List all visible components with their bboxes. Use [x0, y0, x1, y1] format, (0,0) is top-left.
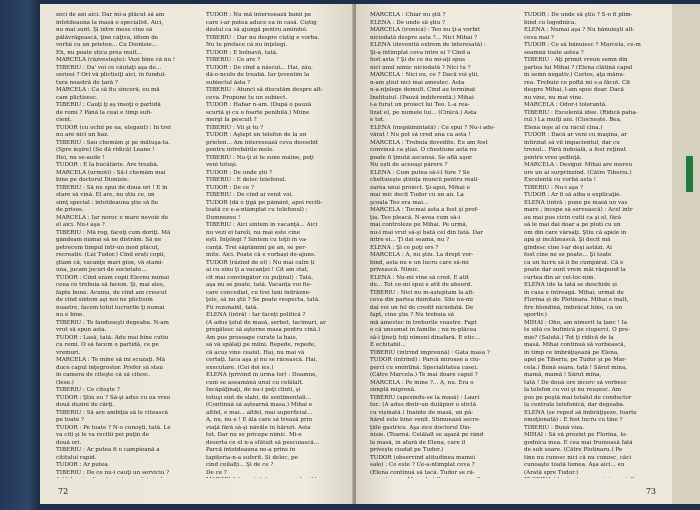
text-line	[56, 477, 198, 478]
text-line: TIBERIU (intrînd împreună) : Gata masa ?	[370, 349, 490, 356]
text-line: TIBERIU : Vii şi tu ?	[206, 124, 264, 131]
text-line: nici unul nimic niciodată ? Nici tu ?	[370, 64, 471, 71]
text-line: vremuri.	[56, 349, 81, 356]
text-line: viaţă fără să-şi năvăle în hăruri. Asta	[206, 424, 311, 431]
text-line: MARCELA : Desigur. Mihai are mereu	[524, 162, 633, 168]
text-line: TIBERIU : De cînd ai venit voi.	[206, 192, 294, 198]
text-line: cititului rapid.	[56, 454, 97, 461]
text-line: mai mic decît Tudor cu un an. La	[370, 192, 464, 198]
text-line: despre Mihai, l-am spus doar. Dacă	[524, 87, 624, 93]
text-line: toată ce e-a-ntâmplat cu telefonul) :	[206, 207, 308, 213]
text-line: MARCELA (urmoti) : Să-l chemăm mai	[56, 169, 166, 176]
text-line: MARCELA : Iar noroc e mare nevoie de	[56, 214, 169, 221]
text-line: poate fi ţinută ascunsă. Se află uşor.	[370, 154, 473, 161]
text-line: (Elena continuă să tacă. Tudor se ră-	[370, 469, 475, 476]
text-line: niciodată despre asta ?... Nici Mihai ?	[370, 34, 478, 41]
text-line: TUDOR : Dacă ar veni cu maşina, ar	[524, 132, 627, 138]
text-line: TUDOR (râzind de el) : Nu mai calm ți	[206, 259, 315, 266]
text-line	[524, 477, 664, 478]
text-line: destul ca să ajungă pentru amîndoi.	[206, 27, 308, 33]
text-line: MIHAI : Să vă prezint pe Florina, lo-	[524, 432, 628, 438]
text-line: apă şi încălzească. Şi decit mă	[524, 237, 611, 243]
text-line: TUDOR : E bolnavă, tată.	[206, 49, 278, 56]
text-line: mie? (Salută.) Tot ţi ridică de la	[524, 334, 614, 341]
text-line: altfel, e mai... altfel, mai superficial...	[206, 409, 313, 416]
text-line: TUDOR (observînd atitudinea mamei	[370, 454, 476, 461]
text-line: simplă migrenă.	[370, 387, 416, 393]
text-line: ceva. Propune tu un subiect.	[206, 94, 288, 101]
text-line: la telefon cu voi şi nu reuşesc. Am	[524, 387, 622, 393]
text-line: de remi ? Până la ceai e timp sufi-	[56, 109, 152, 116]
text-line: tine nu cunosc nici că nu cunosc, căci	[524, 454, 632, 461]
text-line: duce capul înţegrostor. Prefer să stau	[56, 364, 163, 371]
text-line: e că unsumat în familie ; nu m-plăcea	[370, 327, 477, 333]
text-line: Încăpăţînaţi, de nu-i poţi clinti, şi	[206, 387, 301, 393]
bookmark-ribbon[interactable]	[686, 156, 693, 192]
text-line	[370, 477, 518, 478]
text-line: de sub soare. (Către Plotinaru.) Pe	[524, 447, 623, 453]
left-page-column-2	[206, 12, 346, 478]
text-line: tura noastră de țară ?	[56, 79, 118, 86]
text-line: Nu te preface că nu înţelegi.	[206, 42, 288, 48]
text-line: totuşi sînt de slabi, de sentimentali...	[206, 394, 311, 401]
text-line: două ori.	[56, 439, 82, 446]
text-line: gândeam numai să ne distrăm. Să ne	[56, 237, 162, 243]
text-line: MIHAI : Oho, am nimerit la țanc ! Ia	[524, 319, 628, 326]
text-line: el aici. Nu-i aşa ?	[56, 222, 105, 228]
text-line: Institutul. (Pauză indiferentă.) Mihai	[370, 94, 474, 101]
text-line: Am pus prosoape curate la baie,	[206, 334, 298, 341]
text-line: Şi-a întîmplat ceva între ei ? Cînd a	[370, 49, 471, 56]
text-line: ELENA (înspăimîntată) : Ce spui ? Nu-i ade-	[370, 124, 496, 131]
text-line: cînd ceilalți... Şi de ce ?	[206, 462, 274, 468]
text-line: ai cu sinu ţi a vacanţei ! Cît am stat,	[206, 267, 309, 273]
text-line: de... Tot ce-mi spui e atît de absurd.	[370, 282, 473, 288]
text-line: subiectul ăsta ?	[206, 79, 251, 86]
text-line: ELENA : Şi ce poţi ors ?	[370, 244, 439, 251]
text-line: dă-o-ncolo de treabă. Iar ţeveniim la	[206, 72, 310, 78]
text-line: Excelentă cu vorbă asta !	[524, 177, 596, 183]
text-line: pregătesc să aşterne masa pentru cină.)	[206, 327, 321, 333]
text-line: fapte bune. Acuma, de cînd am crescut	[56, 289, 167, 296]
text-line: ştiam că, vacanţe mari gioe, vă stami-	[56, 259, 164, 266]
text-line: (Spre ieşire) (Se dă ridică) Leano !	[56, 147, 155, 153]
text-line: TUDOR (dă o ţigă pe pământ, apoi reciti-	[206, 199, 323, 206]
text-line: simţ special : întotdeauna ştie să fie	[56, 199, 159, 206]
text-line: e tot.	[370, 117, 385, 123]
text-line: n-am ştiut nici mai amestec. Asta	[370, 79, 465, 86]
text-line: să vă spălaţi pe mîini. Repede, repede,	[206, 342, 316, 348]
text-line: fire blondină, îmbrăcat bine, ca un	[524, 304, 623, 311]
text-line: va citi şi le va recitii pei puţin de	[56, 432, 150, 438]
text-line: cient.	[56, 117, 72, 123]
text-line: nu vezi ei tareli, nu mai este cine	[206, 229, 301, 236]
text-line	[206, 477, 346, 478]
text-line: nu e bine.	[56, 312, 85, 318]
text-line: TIBERIU : De ce nu-i cauţi un serviciu ?	[56, 469, 170, 476]
text-line: TIBERIU : Bună viza.	[524, 424, 585, 431]
text-line: TIBERIU : Ce are ?	[206, 57, 261, 63]
text-line: şcoala Teo era mai...	[370, 199, 429, 206]
text-line: mamă, mamă ! Sărut mîna,	[524, 372, 602, 378]
text-line: ELENA : Cum putea să-i-l fure ? Se	[370, 169, 470, 176]
text-line: cît mai convingător cu puţinul) : Tată,	[206, 274, 314, 281]
text-line: au mai pus cicin cutii ca şi el, fără	[524, 214, 622, 221]
text-line: perci cu smîntînă. Specialitatea casei.	[370, 364, 478, 371]
text-line: sale) : Ce este ? Ce-a-ntîmplat ceva ?	[370, 462, 475, 468]
text-line: vărat ! Nu pot să cred una ca asta !	[370, 132, 471, 138]
text-line: TIBERIU : Atunci să discutăm despre alt-	[206, 87, 323, 93]
text-line: De ce ?	[206, 469, 227, 476]
text-line: tată ! De două ore încerc să vorbesc	[524, 379, 627, 386]
text-line: bind, asta nu e un lucru care să-mi	[370, 259, 469, 266]
text-line: TIBERIU : Te fandoseşti degeaba. N-am	[56, 319, 169, 326]
text-line: nu mai sunt. Și între mese cine să	[56, 27, 153, 33]
text-line: cu remi. O să facem o partidă, ce pe	[56, 342, 159, 348]
text-line: MARCELA : Pe mine ?... A, nu. Era o	[370, 379, 474, 386]
text-line: MARCELA : Ca să fiu sinceră, eu mă	[56, 87, 160, 93]
text-line: curtea din ar cei-loc-nim.	[524, 274, 596, 281]
text-line: MARCELA (răzvesteşte): Vezi bine că nu !	[56, 57, 176, 63]
text-line: ești. Înţelegi ? Sîntem cu toţii în va-	[206, 237, 308, 243]
text-line: tapițeria-n-a suferit. Și deloc, pe	[206, 454, 298, 461]
text-line: cam plictisesc.	[56, 94, 98, 101]
text-line: TUDOR (cu ochii pe ea, elegant) : In trei	[56, 124, 171, 131]
text-line: TUDOR : Cînd eram copii Elevnu numai	[56, 274, 169, 281]
text-line: TUDOR : Ar fi să aiba o explicaţie.	[524, 192, 622, 198]
text-line: ELENA (se reped să îmbrăţişeze, foarte	[524, 409, 637, 416]
text-line: ELENA (intră : pune pe masă un vas	[524, 199, 628, 206]
text-line: TUDOR : Aştept un telefon de la un	[206, 132, 307, 138]
text-line: zeci de ani aici. Dar mi-a plăcut să am	[56, 12, 165, 18]
text-line: ELENA : Numai aşa ? Nu bănuieşti alt-	[524, 27, 635, 33]
text-line: (A adus ţolul de masă, șerbet, tacîmuri, ar	[206, 319, 326, 326]
text-line: apoi pe Tiberiu, pe Tudor şi pe Mar-	[524, 357, 627, 363]
text-line: la centrala telefonică, dar degeaba.	[524, 402, 625, 408]
text-line: rul.) La mulţi ani. (Ciocnește. Bea.	[524, 117, 622, 123]
text-line: fost cine ne se poate... Şi toate	[524, 252, 612, 258]
text-line: pe toate ?	[56, 417, 84, 423]
text-line: canță. Trei săptămîni pe an, se per-	[206, 244, 307, 251]
text-line: dai voi un fel de credit niciodată. De	[370, 304, 474, 311]
text-line: TUDOR : De cînd a născut... Hai, zău,	[206, 64, 313, 71]
right-page-column-2	[524, 12, 664, 478]
text-line: Nu ești de aceeaşi părere ?	[370, 162, 448, 168]
text-line: care concediat, cu trei luni îndrăzne-	[206, 289, 311, 296]
text-line: lizat el, pe numele lui... (Cînică.) Asta	[370, 109, 477, 116]
text-line: ţele, să nu ştii ? Se poate respecta, tată.	[206, 297, 320, 303]
text-line: TUDOR : De unde ştii ?	[206, 169, 273, 176]
text-line: pălăvrăgească, ţine câţiva, idiom de	[56, 34, 159, 41]
text-line: hărel este bine venit. Stimuează secre-	[370, 417, 481, 423]
text-line: fost asta ? Şi de ce nu mi-aţi spus	[370, 57, 466, 63]
text-line: TIBERIU : Aţi primit vreun semn din	[524, 57, 628, 63]
text-line: bine pe doctorul Dionisie.	[56, 177, 130, 183]
text-line: te uită ce bufinică pe ciuperci. O pre-	[524, 327, 630, 333]
text-line: în semn negativ.) Curios, aţa mănu-	[524, 72, 625, 78]
text-line: ceva mai ?	[524, 34, 554, 41]
text-line: nu vine, nu mai vine.	[524, 94, 584, 101]
text-line: TIBERIU : Mă rog, faceţi cum doriţi. Mă	[56, 229, 171, 236]
text-line: TUDOR : Nu mă interesează banii pe	[206, 12, 312, 18]
text-line: zarea unui proiect. Şi-apoi, Mihai e	[370, 184, 470, 191]
text-line: Parcă întotdeauna ne-a prins în	[206, 447, 296, 453]
text-line: întotdeauna la masă o specialist. Aici,	[56, 19, 164, 26]
text-line: TUDOR : Ştiu eu ? Să-şi adus cu ea vreo	[56, 394, 170, 401]
text-line: seamnă toate astea ?	[524, 49, 584, 56]
text-line: ELENA (de la tată se deschide și	[524, 282, 617, 288]
text-line: TIBERIU : E deloc telefonul.	[206, 177, 287, 183]
text-line: veni totuşi.	[206, 162, 238, 168]
text-line: (Continuă să aştearnă masa.) Mihai e	[206, 402, 313, 408]
text-line: între ei... Ţi dai seama, nu ?	[370, 237, 450, 243]
text-line: Florina și de Plotinara. Mihai e înalt,	[524, 297, 629, 303]
text-line: nu are nici un haz.	[56, 132, 109, 138]
left-page	[40, 4, 354, 504]
text-line: MARCELA : Tocmai asta a fost şi prof-	[370, 207, 479, 213]
book-cover-edge	[0, 0, 40, 510]
text-line: poate dar sunt vrem măi răspund la	[524, 267, 626, 273]
text-line: TUDOR : De unde să ştiu ? S-o fi plim-	[524, 12, 633, 18]
text-line: (Arată spre Tudor.)	[524, 469, 579, 476]
text-line: MARCELA : Chiar nu ştii ?	[370, 12, 446, 18]
text-line: priveşte ciudat pe Tudor.)	[370, 447, 444, 453]
text-line: că acuș vine ceaiul. Hai, nu mai vă	[206, 349, 305, 356]
text-line: ţiile gastrice. Aşa zice doctorul Dio-	[370, 424, 472, 431]
text-line: ELENA : Nu-mi vine să cred. E atît	[370, 274, 469, 281]
right-page-number: 73	[645, 487, 656, 496]
text-line: godnica mea. E cea mai frumoasă fată	[524, 439, 633, 446]
left-page-number: 72	[58, 487, 69, 496]
text-line: să-i ţineţi toţi nimeni dinafară. E etic...	[370, 334, 480, 341]
text-line: pentru întrebările mele.	[206, 147, 275, 153]
text-line: mite. Aici. Poate că e vorbași de-ajuns.	[206, 252, 316, 258]
text-line: întîrziat să vii impacientul, dar cu	[524, 139, 620, 146]
text-line: vrut să spun asta.	[56, 327, 107, 333]
text-line: ELENA (privind în urma lor) : Doamne,	[206, 372, 318, 378]
text-line: aşa nu se poate, tată. Vacanța voi fie-	[206, 282, 312, 288]
text-line: ELENA (devenită extrem de interesată) :	[370, 42, 486, 48]
text-line: TIBERIU : Da' voi ce căutaţi aşa de...	[56, 64, 162, 71]
text-line: TUDOR : Ar putea.	[56, 462, 110, 468]
text-line: gîndesc cine l-ar deşi astăzi. Ai	[524, 244, 612, 251]
text-line: în camera de citeşte că să citesc.	[56, 372, 150, 378]
text-line: TIBERIU : Cauţi ţi aş însoţi o partidă	[56, 102, 161, 108]
text-line: deserta ce el n-a sfătuit să pescuiască...	[206, 439, 320, 446]
text-line: vorbă cu un prieten... Cu Dionisie...	[56, 42, 158, 48]
text-line: cu vișinată.) Înainte de masă, un pă-	[370, 409, 474, 416]
text-line: de prisos.	[56, 207, 84, 213]
text-line: TIBERIU : Nu-i aşa ?	[524, 184, 583, 191]
text-line: Dumnezeu !	[206, 214, 241, 221]
text-line: TIBERIU : Să nu spui de doua ori ! E în	[56, 184, 168, 191]
text-line: TIBERIU : Ar putea fi o campioană a	[56, 447, 160, 453]
text-line: cunoaşte toată lumea. Aşa aici... eu	[524, 462, 625, 468]
text-line: cum se aseamănă unul cu celălalt.	[206, 379, 304, 386]
text-line: TIBERIU : Nici nu m-așteptam la alt-	[370, 289, 475, 296]
text-line: MARCELA (ironică) : Teo nu ţi-a vorbit	[370, 27, 480, 33]
text-line: MARCELA : Nici eu, ce ? Dacă voi ştii,	[370, 72, 480, 78]
text-line: TIBERIU : Dar nu despre cîștig e vorba.	[206, 34, 320, 41]
text-line: MARCELA : A, nu ştiu. La drept vor-	[370, 252, 474, 258]
text-line: să le mai dai doar a pe pluti cu un	[524, 222, 621, 228]
text-line: TUDOR : Habar n-am. (După o pauză	[206, 102, 312, 108]
text-line: TUDOR : Lasă, tată. Adu mai bine cutiu	[56, 334, 169, 341]
text-line: masă. Mihai continuă să vorbească,	[524, 342, 626, 348]
text-line: pus pe poştă mai totalul de conductor	[524, 394, 632, 401]
text-line: noastre, facem totul lucrurile ţi numai	[56, 304, 165, 311]
text-line: n-a-nţelege demult. Cînd au terminat	[370, 87, 476, 93]
text-line: cela.) Bună seara, tată ! Sărut mîna,	[524, 364, 628, 371]
text-line: tot. Dar nu se pricepe nimic. Mi-e	[206, 432, 302, 438]
right-page-column-1	[370, 12, 518, 478]
text-line: Fii rezonabil, tată.	[206, 304, 259, 311]
text-line: ceea ce trebuia să facem. Şi, mai ales,	[56, 282, 165, 288]
text-line: TUDOR : Ce să bănuiesc ? Marcela, ce-m	[524, 42, 641, 48]
text-line: recreativ. (Lui Tudor.) Cînd erați copii,	[56, 252, 166, 258]
text-line: bînd cu logodnica.	[524, 19, 577, 26]
text-line: pentru vreo şedinţă.	[524, 154, 582, 161]
text-line: trenul... Fără îndoială, a fost reţinut	[524, 147, 627, 153]
text-line: convinsă ca ştiai. O chestiune asta nu	[370, 147, 477, 153]
text-line: prieten... Am interesează ceva deosebit	[206, 139, 319, 146]
text-line: în casa e întreagă. Mihai, urmat de	[524, 289, 624, 296]
text-line: stare să vină. El are, nu știu ce, un	[56, 192, 155, 198]
text-line: ca un lucru să îi fie cumpărat. Că e	[524, 259, 624, 266]
text-line: nu-i mai vrut să-şi bată cel din fată. Dar	[370, 229, 483, 236]
text-line: mergi la pescuit ?	[206, 117, 257, 123]
text-line: TIBERIU : Excelentă idee. (Ridică paha-	[524, 109, 638, 116]
text-line: i-a furat un proiect lui Teo. L-a rea-	[370, 102, 470, 108]
text-line: A, nu, nu e ! E ăla care să trează prin	[206, 417, 313, 423]
text-line: în timp ce îmbrăţişează pe Elena,	[524, 349, 619, 356]
text-line: partea lui Mihai ? (Elena clătină capul	[524, 64, 633, 71]
text-line: două duzini de cărţi.	[56, 402, 115, 408]
text-line: Elena ieşe al cu râcul cina.)	[524, 124, 603, 131]
text-line: om din care vărsaţi. Ştiu că apele în	[524, 229, 627, 236]
text-line: seriosi ? Ori vă plictisiţi aici, în fundul-	[56, 72, 167, 78]
text-line: ceva din partea dumitale. Sile nu-mi	[370, 297, 473, 303]
text-line: nisie. (Toarnă. Celălalt se aşază pe rând	[370, 432, 484, 438]
text-line: TUDOR : E la bucătărie. Are treabă.	[56, 162, 159, 168]
text-line: cheltuieşte ştiinţa muncii pentru reali-	[370, 177, 480, 183]
text-line: privească. Nimic.	[370, 267, 420, 273]
text-line: mare ; începe să servească) : Acel într	[524, 207, 633, 213]
right-page	[356, 4, 672, 504]
text-line: MARCELA : Trebuia dovedite. Eu am fost	[370, 139, 488, 146]
text-line: TUDOR : Pe toate ? N-o cunoşti, tată. Le	[56, 424, 171, 431]
text-line: TIBERIU : Să are ambiţia să le citească	[56, 409, 168, 416]
text-line: ELENA (intră) : Iar faceți politică ?	[206, 312, 306, 318]
text-line: (Către Marcela.) Te mai doare capul ?	[370, 372, 478, 378]
text-line: ELENA : De unde să ştiu ?	[370, 19, 445, 26]
text-line: una, jucam jocuri de societate...	[56, 267, 147, 273]
text-line: TUDOR : De ce ?	[206, 184, 254, 191]
text-line: la masă, în afară de Elena, care îl	[370, 439, 466, 446]
text-line: TIBERIU : Ce citeşte ?	[56, 387, 120, 393]
text-line: certaţi. Iaca aşa şi nu se răcească. Hai,	[206, 357, 318, 363]
text-line: TIBERIU : Nu-ţi zi te sune mâine, poţi	[206, 154, 314, 161]
text-line: ore un ai surprinzînd. (Către Tiberiu.)	[524, 169, 632, 176]
text-line: scurtă şi cu o foarte penibilă.) Mîine	[206, 109, 310, 116]
text-line: care i-ar putea aduce ea în casă. Cîștig	[206, 19, 317, 26]
text-line: MARCELA : Odor-i tolerantă.	[524, 102, 607, 108]
text-line: Eh, nu poate știca prea mult...	[56, 49, 142, 56]
text-line: rea. Trebuie ce poftă mi s-a făcut. Cît	[524, 79, 631, 86]
text-line: (Iese.)	[56, 379, 74, 386]
text-line: emoţionată) : E fost lucru cu tine ?	[524, 417, 623, 423]
text-line: mai controleze pe Mihai. Pe urmă,	[370, 222, 468, 228]
text-line: de cînd sîntem aşi noi ne plictisim	[56, 297, 153, 303]
text-line: fapt, cine ştie ? Nu trebuia să	[370, 312, 454, 318]
text-line: Hei, nu se-aude !	[56, 154, 105, 161]
text-line: executare. (Cei doi ies.)	[206, 364, 274, 371]
text-line: petrecem timpul într-un mod plăcut,	[56, 244, 160, 251]
text-line: sportiv.)	[524, 312, 547, 318]
text-line: E echitabil...	[370, 342, 406, 348]
text-line: TIBERIU (apesîndu-se la masă) : Lauri	[370, 394, 480, 401]
page-edges	[672, 4, 700, 504]
text-line: MARCELA : Te mine să mi scuzaţi. Mă	[56, 357, 166, 363]
left-page-column-1	[56, 12, 198, 478]
text-line: TUDOR (intrînd) : Parcă miroase a ciu-	[370, 357, 481, 363]
text-line: TIBERIU : Sau chemăm şi pe mătuşa-ta.	[56, 139, 171, 146]
text-line: toc. (A adus dintr-un dulăpior o sticlă	[370, 402, 477, 408]
text-line: ţia. Teo pleacă. N-avea cum să-i	[370, 214, 461, 221]
text-line: TIBERIU : Aici sîntem în vacanţă... Aici	[206, 222, 318, 228]
text-line: mă amestec în treburile voastre. Fapt	[370, 319, 477, 326]
